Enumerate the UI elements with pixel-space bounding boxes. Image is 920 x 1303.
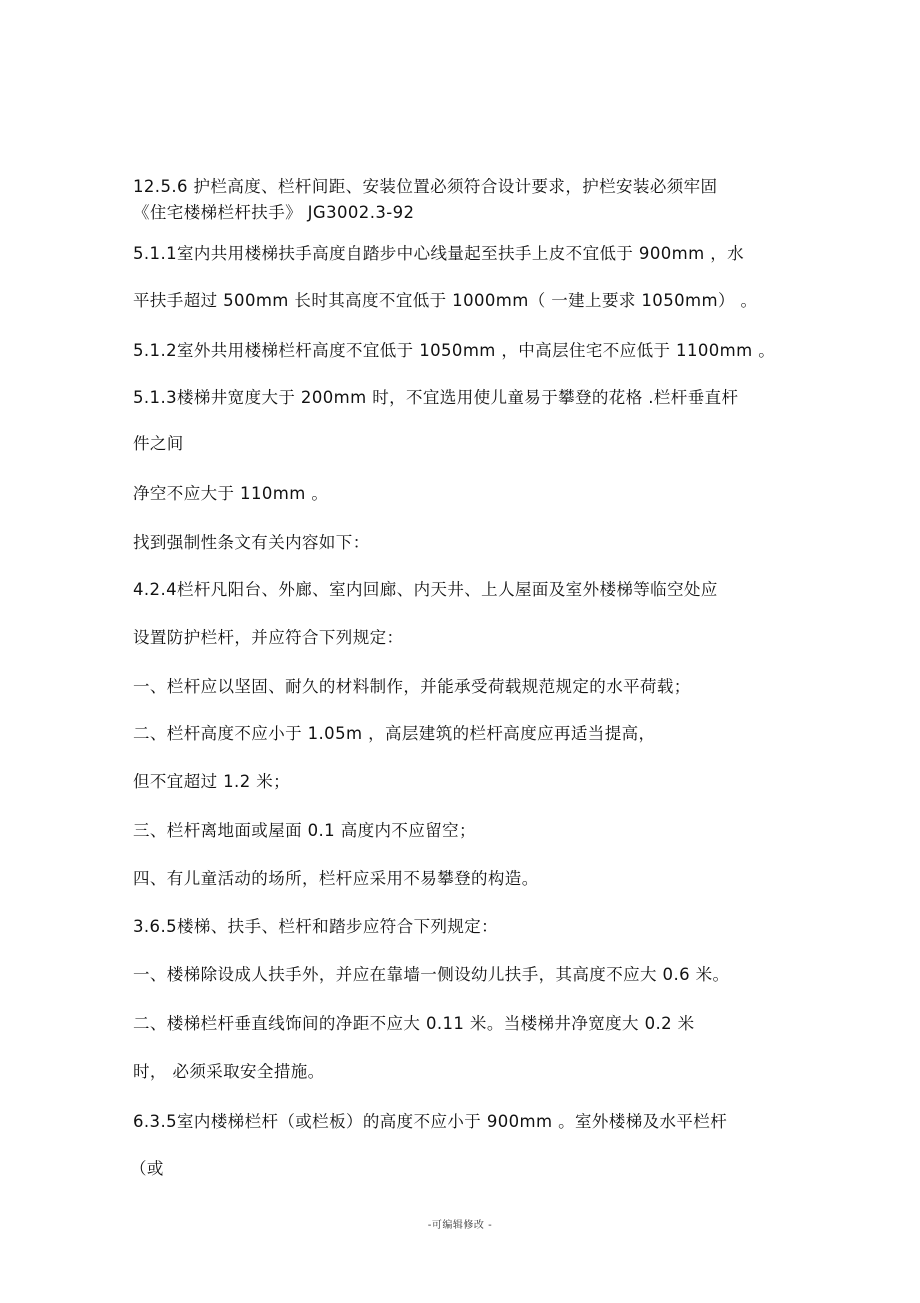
page-footer: -可编辑修改 -	[427, 1220, 493, 1231]
text-line: 净空不应大于 110mm 。	[133, 484, 329, 503]
text-line: 12.5.6 护栏高度、栏杆间距、安装位置必须符合设计要求，护栏安装必须牢固	[133, 177, 718, 196]
text-line: 二、楼梯栏杆垂直线饰间的净距不应大 0.11 米。当楼梯井净宽度大 0.2 米	[133, 1014, 695, 1033]
text-line: （或	[130, 1159, 164, 1178]
text-line: 一、楼梯除设成人扶手外，并应在靠墙一侧设幼儿扶手，其高度不应大 0.6 米。	[133, 965, 730, 984]
text-line: 件之间	[133, 434, 184, 453]
text-line: 一、栏杆应以坚固、耐久的材料制作，并能承受荷载规范规定的水平荷载；	[133, 677, 691, 696]
text-line: 平扶手超过 500mm 长时其高度不宜低于 1000mm（ 一建上要求 1050mm） 。	[133, 291, 758, 310]
text-line: 5.1.2室外共用楼梯栏杆高度不宜低于 1050mm ，中高层住宅不应低于 1100mm 。	[133, 341, 776, 360]
text-line: 5.1.1室内共用楼梯扶手高度自踏步中心线量起至扶手上皮不宜低于 900mm ，水	[133, 244, 745, 263]
text-line: 6.3.5室内楼梯栏杆（或栏板）的高度不应小于 900mm 。室外楼梯及水平栏杆	[133, 1112, 728, 1131]
text-line: 3.6.5楼梯、扶手、栏杆和踏步应符合下列规定：	[133, 917, 499, 936]
text-line: 找到强制性条文有关内容如下：	[133, 533, 370, 552]
text-line: 三、栏杆离地面或屋面 0.1 高度内不应留空；	[133, 821, 476, 840]
text-line: 设置防护栏杆，并应符合下列规定：	[133, 628, 404, 647]
text-line: 但不宜超过 1.2 米；	[133, 772, 291, 791]
text-line: 4.2.4栏杆凡阳台、外廊、室内回廊、内天井、上人屋面及室外楼梯等临空处应	[133, 580, 718, 599]
text-line: 5.1.3楼梯井宽度大于 200mm 时，不宜选用使儿童易于攀登的花格 .栏杆垂直杆	[133, 388, 739, 407]
text-line: 时， 必须采取安全措施。	[133, 1062, 325, 1081]
text-line: 《住宅楼梯栏杆扶手》 JG3002.3-92	[133, 203, 415, 222]
text-line: 四、有儿童活动的场所，栏杆应采用不易攀登的构造。	[133, 869, 539, 888]
text-line: 二、栏杆高度不应小于 1.05m ，高层建筑的栏杆高度应再适当提高，	[133, 724, 656, 743]
